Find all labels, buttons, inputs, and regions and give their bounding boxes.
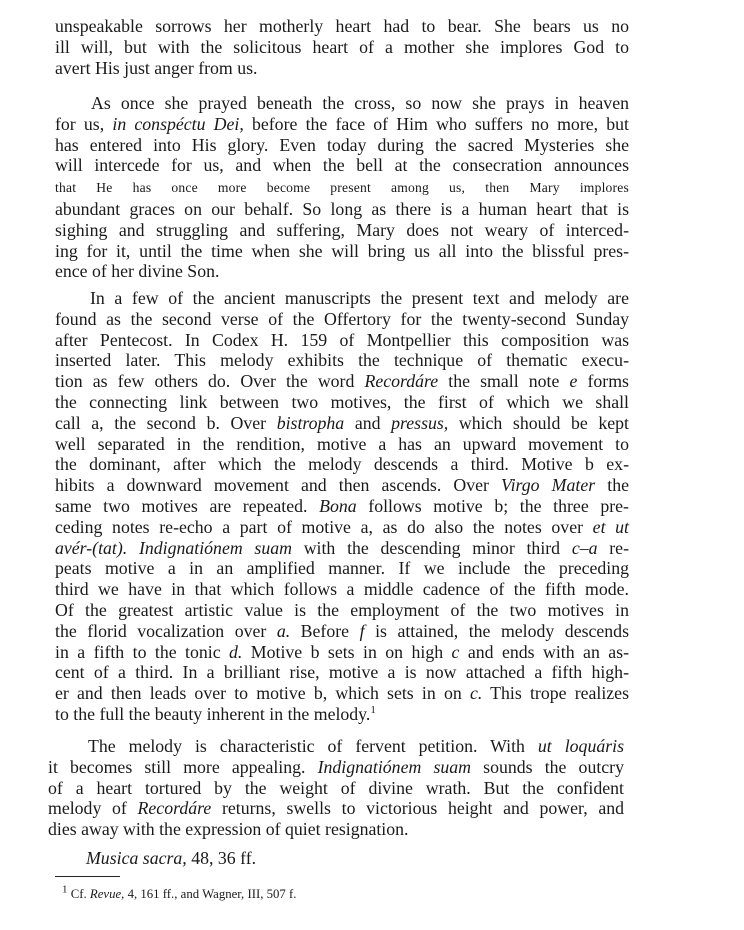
line-italic: c [451,641,460,662]
line-text: the dominant, after which the melody descends a third. Motive b ex- [55,454,629,475]
line-text: and [344,412,392,433]
line-text: follows motive b; the three pre- [356,495,629,516]
text-line [55,155,629,176]
text-line [55,496,629,517]
line-text: of a heart tortured by the weight of divine wrath. But the confident [48,777,624,798]
text-line [55,475,629,496]
line-italic: Recordáre [364,371,439,392]
line-italic: f [359,620,365,641]
line-text: peats motive a in an amplified manner. If we include the preceding [55,558,629,579]
text-line [55,392,629,413]
text-line [55,662,629,683]
line-text: has entered into His glory. Even today during the sacred Mysteries she [55,134,629,155]
line-text: ill will, but with the solicitous heart of a mother she implores God to [55,36,629,57]
footnote-text [71,887,297,901]
line-text: is attained, the melody descends [364,620,629,641]
line-text: the [595,475,629,496]
text-line [55,454,629,475]
line-text: found as the second verse of the Offertory for the twenty-second Sunday [55,308,629,329]
citation [48,848,624,869]
line-text: ence of her divine Son. [55,261,220,282]
text-line [55,558,629,579]
line-text: the small note [438,371,570,392]
text-line [55,434,629,455]
line-text: Of the greatest artistic value is the employment of the two motives in [55,599,629,620]
text-line [55,579,629,600]
text-line [55,683,629,704]
text-line [55,114,629,135]
text-line [48,757,624,778]
line-italic: et ut [592,516,629,537]
line-text: In a few of the ancient manuscripts the present text and melody are [90,288,629,308]
line-text: unspeakable sorrows her motherly heart had to bear. She bears us no [55,16,629,36]
line-text: with the descending minor third [291,537,572,558]
line-italic: in conspéctu Dei, [112,113,244,134]
paragraph-3 [55,288,629,725]
line-text: it becomes still more appealing. [48,756,318,777]
line-italic: Indignatiónem suam [317,756,471,777]
line-text: sighing and struggling and suffering, Mary does not weary of interced- [55,219,629,240]
line-text: will intercede for us, and when the bell at the consecration announces [55,155,629,176]
text-line [55,241,629,262]
text-line [55,288,629,309]
line-text: third we have in that which follows a middle cadence of the fifth mode. [55,579,629,600]
line-text: abundant graces on our behalf. So long as there is a human heart that is [55,198,629,219]
text-line [48,736,624,757]
footnote-text: 4, 161 ff., and Wagner, III, 507 f. [124,887,297,901]
line-italic: avér-(tat). Indignatiónem suam [55,537,292,558]
text-line [55,330,629,351]
line-text: and ends with an as- [459,641,629,662]
text-line [55,58,629,79]
line-italic: c–a [571,537,598,558]
footnote-reference: 1 [370,704,376,717]
line-text: dies away with the expression of quiet resignation. [48,819,409,840]
line-text: inserted later. This melody exhibits the technique of thematic execu- [55,350,629,371]
text-line [55,309,629,330]
line-text: in a fifth to the tonic [55,641,230,662]
line-italic: c. [469,683,483,704]
text-line [48,848,624,869]
text-line [55,350,629,371]
paragraph-2 [55,93,629,282]
text-line [55,37,629,58]
footnote [62,883,462,902]
text-line [48,819,624,840]
line-text: Motive b sets in on high [242,641,452,662]
line-italic: d. [229,641,243,662]
text-line [55,176,629,199]
text-line [48,798,624,819]
text-line [55,600,629,621]
line-italic: bistropha [276,412,345,433]
line-text: forms [577,371,629,392]
text-line [55,93,629,114]
line-small-text: that He has once more become present among us, then Mary implores [55,180,629,196]
line-text: The melody is characteristic of fervent petition. With [88,736,538,756]
line-text: tion as few others do. Over the word [55,371,365,392]
paragraph-1 [55,16,629,78]
line-text: returns, swells to victorious height and power, and [211,798,625,819]
line-text: the florid vocalization over [55,620,277,641]
line-italic: ut loquáris [537,736,624,756]
line-text: well separated in the rendition, motive a has an upward movement to [55,433,629,454]
text-line [55,413,629,434]
text-line [55,199,629,220]
line-text: er and then leads over to motive b, which sets in on [55,683,470,704]
text-line [55,704,629,725]
line-text: hibits a downward movement and then ascends. Over [55,475,502,496]
footnote-rule [55,876,120,877]
text-line [55,261,629,282]
line-text: after Pentecost. In Codex H. 159 of Montpellier this composition was [55,329,629,350]
text-line [55,220,629,241]
line-text: cent of a third. In a brilliant rise, motive a is now attached a fifth high- [55,662,629,683]
text-line [55,517,629,538]
paragraph-4 [48,736,624,840]
line-text: re- [597,537,629,558]
text-line [55,16,629,37]
line-italic: Bona [319,495,357,516]
text-line [55,135,629,156]
footnote-marker: 1 [62,883,68,896]
text-line [55,642,629,663]
text-line [48,778,624,799]
line-text: call a, the second b. Over [55,412,277,433]
line-text: for us, [55,113,113,134]
line-text: avert His just anger from us. [55,57,258,78]
line-italic: a. [276,620,291,641]
line-text: which should be kept [448,412,629,433]
footnote-text: Cf. [70,887,90,901]
text-line [55,371,629,392]
line-text: to the full the beauty inherent in the melody. [55,703,371,724]
footnote-italic: Revue, [89,887,125,901]
line-text: ceding notes re-echo a part of motive a, as do also the notes over [55,516,593,537]
line-text: ing for it, until the time when she will bring us all into the blissful pres- [55,240,629,261]
line-italic: Musica sacra, [86,848,187,868]
line-text: melody of [48,798,138,819]
line-italic: Virgo Mater [501,475,596,496]
line-italic: Recordáre [137,798,212,819]
line-italic: e [569,371,578,392]
line-text: the connecting link between two motives, the first of which we shall [55,391,629,412]
line-text: before the face of Him who suffers no more, but [243,113,629,134]
line-text: This trope realizes [482,683,629,704]
text-line [55,538,629,559]
line-text: As once she prayed beneath the cross, so now she prays in heaven [91,93,629,113]
line-text: sounds the outcry [471,756,624,777]
line-italic: pressus, [391,412,449,433]
line-text: 48, 36 ff. [186,848,257,868]
line-text: same two motives are repeated. [55,495,320,516]
text-line [55,621,629,642]
line-text: Before [290,620,360,641]
